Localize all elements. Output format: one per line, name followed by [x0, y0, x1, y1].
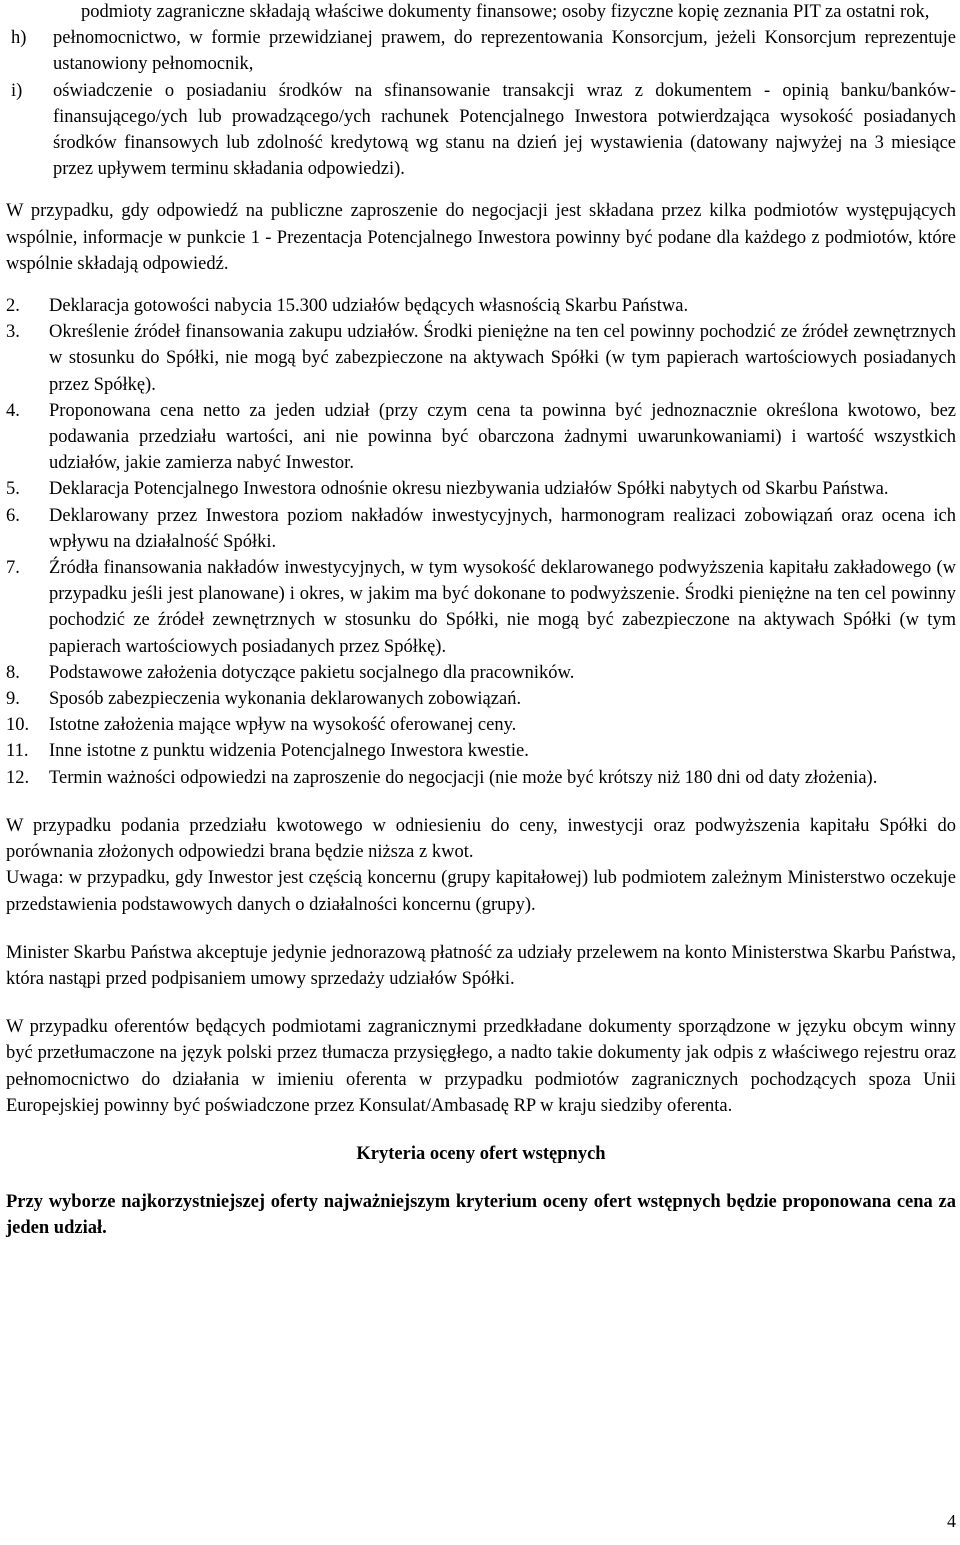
sub-item-text: oświadczenie o posiadaniu środków na sfinansowanie transakcji wraz z dokumentem - opinią banku/banków- finansującego/ych lub prowadzącego/ych rachunek Potencjalnego Inwestora potwierdzająca wysokość posiadanych środków finansowych lub zdolność kredytową wg stanu na dzień jej wystawienia (datowany najwyżej na 3 miesiące przez upływem terminu składania odpowiedzi). [53, 80, 956, 180]
list-item-number: 6. [6, 505, 20, 526]
list-item-number: 2. [6, 296, 20, 317]
list-item [6, 293, 956, 319]
list-item-text: Proponowana cena netto za jeden udział (przy czym cena ta powinna być jednoznacznie określona kwotowo, bez podawania przedziału wartości, ani nie powinna być obarczona żadnymi uwarunkowaniami) i wartość wszystkich udziałów, jakie zamierza nabyć Inwestor. [49, 400, 956, 474]
list-item [6, 765, 956, 791]
list-item-text: Źródła finansowania nakładów inwestycyjnych, w tym wysokość deklarowanego podwyższenia kapitału zakładowego (w przypadku jeśli jest planowane) i okres, w jakim ma być dokonane to podwyższenie. Środki pieniężne na ten cel powinny pochodzić ze źródeł zewnętrznych w stosunku do Spółki, nie mogą być zabezpieczone na aktywach Spółki (w tym papierach wartościowych posiadanych przez Spółkę). [49, 558, 956, 657]
price-range-paragraph: W przypadku podania przedziału kwotowego w odniesieniu do ceny, inwestycji oraz podwyższenia kapitału Spółki do porównania złożonych odpowiedzi brana będzie niższa z kwot. [6, 815, 956, 863]
list-item-number: 4. [6, 400, 20, 421]
sub-item-list [6, 25, 956, 182]
list-item [6, 660, 956, 686]
list-item-text: Istotne założenia mające wpływ na wysokość oferowanej ceny. [49, 715, 517, 736]
consortium-paragraph: W przypadku, gdy odpowiedź na publiczne zaproszenie do negocjacji jest składana przez kilka podmiotów występujących wspólnie, informacje w punkcie 1 - Prezentacja Potencjalnego Inwestora powinny być podane dla każdego z podmiotów, które wspólnie składają odpowiedź. [6, 201, 956, 274]
list-item-number: 8. [6, 662, 20, 683]
list-item-text: Termin ważności odpowiedzi na zaproszenie do negocjacji (nie może być krótszy niż 180 dni od daty złożenia). [49, 767, 878, 788]
list-item [6, 319, 956, 398]
criteria-heading: Kryteria oceny ofert wstępnych [356, 1143, 606, 1164]
page-number: 4 [947, 1511, 956, 1531]
list-item-text: Podstawowe założenia dotyczące pakietu socjalnego dla pracowników. [49, 662, 575, 683]
list-item-text: Deklaracja gotowości nabycia 15.300 udziałów będących własnością Skarbu Państwa. [49, 296, 689, 317]
list-item-text: Inne istotne z punktu widzenia Potencjalnego Inwestora kwestie. [49, 741, 529, 762]
list-item-text: Deklaracja Potencjalnego Inwestora odnośnie okresu niezbywania udziałów Spółki nabytych od Skarbu Państwa. [49, 479, 889, 500]
sub-item-text: pełnomocnictwo, w formie przewidzianej prawem, do reprezentowania Konsorcjum, jeżeli Konsorcjum reprezentuje ustanowiony pełnomocnik, [53, 28, 956, 75]
list-item-text: Sposób zabezpieczenia wykonania deklarowanych zobowiązań. [49, 689, 522, 710]
note-paragraph: Uwaga: w przypadku, gdy Inwestor jest częścią koncernu (grupy kapitałowej) lub podmiotem zależnym Ministerstwo oczekuje przedstawienia podstawowych danych o działalności koncernu (grupy). [6, 868, 956, 915]
list-item-number: 10. [6, 715, 30, 736]
list-item [6, 555, 956, 660]
sub-item-marker: i) [11, 80, 23, 101]
list-item-number: 9. [6, 689, 20, 710]
sub-item [11, 78, 956, 183]
list-item [6, 686, 956, 712]
list-item-text: Określenie źródeł finansowania zakupu udziałów. Środki pieniężne na ten cel powinny pochodzić ze źródeł zewnętrznych w stosunku do Spółki, nie mogą być zabezpieczone na aktywach Spółki (w tym papierach wartościowych posiadanych przez Spółkę). [49, 322, 956, 395]
list-item [6, 738, 956, 764]
continuation-text: podmioty zagraniczne składają właściwe dokumenty finansowe; osoby fizyczne kopię zeznania PIT za ostatni rok, [81, 2, 930, 22]
list-item [6, 712, 956, 738]
foreign-entities-paragraph: W przypadku oferentów będących podmiotami zagranicznymi przedkładane dokumenty sporządzone w języku obcym winny być przetłumaczone na język polski przez tłumacza przysięgłego, a nadto takie dokumenty jak odpis z właściwego rejestru oraz pełnomocnictwo do działania w imieniu oferenta w przypadku podmiotów zagranicznych pochodzących spoza Unii Europejskiej powinny być poświadczone przez Konsulat/Ambasadę RP w kraju siedziby oferenta. [6, 1017, 956, 1116]
list-item-number: 5. [6, 479, 20, 500]
list-item [6, 476, 956, 502]
list-item [6, 398, 956, 477]
list-item [6, 503, 956, 555]
list-item-number: 7. [6, 558, 20, 579]
payment-paragraph: Minister Skarbu Państwa akceptuje jedynie jednorazową płatność za udziały przelewem na konto Ministerstwa Skarbu Państwa, która nastąpi przed podpisaniem umowy sprzedaży udziałów Spółki. [6, 942, 956, 989]
list-item-text: Deklarowany przez Inwestora poziom nakładów inwestycyjnych, harmonogram realizaci zobowiązań oraz ocena ich wpływu na działalność Spółki. [49, 505, 956, 552]
numbered-list [6, 293, 956, 791]
criteria-paragraph: Przy wyborze najkorzystniejszej oferty najważniejszym kryterium oceny ofert wstępnych będzie proponowana cena za jeden udział. [6, 1192, 956, 1239]
list-item-number: 11. [6, 741, 29, 762]
list-item-number: 3. [6, 322, 20, 343]
sub-item [11, 25, 956, 77]
document-page [6, 0, 956, 1242]
list-item-number: 12. [6, 767, 30, 788]
sub-item-marker: h) [11, 28, 27, 49]
